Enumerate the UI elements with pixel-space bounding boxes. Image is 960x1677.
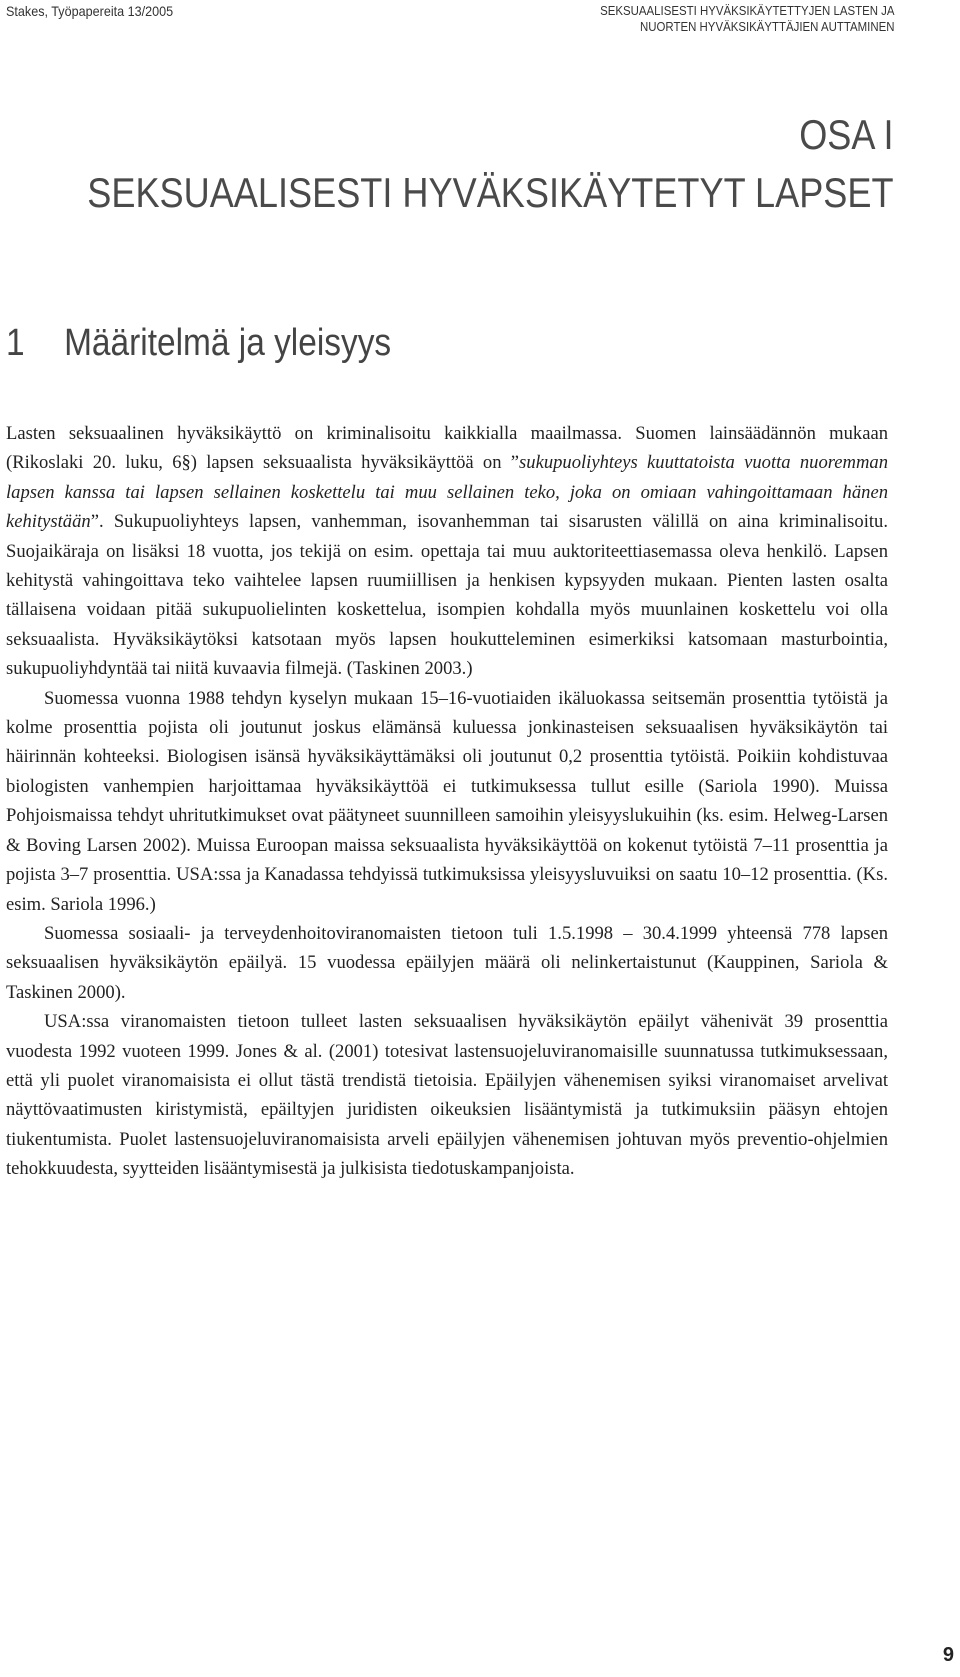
paragraph-text: ”. Sukupuoliyhteys lapsen, vanhemman, isovanhemman tai sisarusten välillä on aina kriminalisoitu. Suojaikäraja on lisäksi 18 vuotta, jos tekijä on esim. opettaja tai muu auktoriteettiasemassa oleva henkilö. Lapsen kehitystä vahingoittava teko vaihtelee lapsen ruumiillisen ja henkisen kypsyyden mukaan. Pienten lasten osalta tällaisena voidaan pitää sukupuolielinten koskettelua, isompien kohdalla myös muunlainen koskettelu voi olla seksuaalista. Hyväksikäytöksi katsotaan myös lapsen houkutteleminen esimerkiksi katsomaan masturbointia, sukupuoliyhdyntää tai niitä kuvaavia filmejä. (Taskinen 2003.) [6, 511, 888, 680]
chapter-heading [6, 322, 391, 365]
paragraph: Suomessa vuonna 1988 tehdyn kyselyn mukaan 15–16-vuotiaiden ikäluokassa seitsemän prosenttia tytöistä ja kolme prosenttia pojista oli joutunut joskus elämänsä kuluessa jonkinasteisen seksuaalisen hyväksikäytön tai häirinnän kohteeksi. Biologisen isänsä hyväksikäyttämäksi oli joutunut 0,2 prosenttia tytöistä. Poikiin kohdistuvaa biologisten vanhempien harjoittamaa hyväksikäyttöä ei tutkimuksessa tullut esille (Sariola 1990). Muissa Pohjoismaissa tehdyt uhritutkimukset ovat päätyneet suunnilleen samoihin yleisyyslukuihin (ks. esim. Helweg-Larsen & Boving Larsen 2002). Muissa Euroopan maissa seksuaalista hyväksikäyttöä on kokenut tytöistä 7–11 prosenttia ja pojista 3–7 prosenttia. USA:ssa ja Kanadassa tehdyissä tutkimuksissa yleisyysluvuiksi on saatu 10–12 prosenttia. (Ks. esim. Sariola 1996.) [6, 687, 888, 915]
page-number: 9 [942, 1644, 954, 1666]
chapter-title: Määritelmä ja yleisyys [64, 322, 392, 364]
running-header-right-line1: SEKSUAALISESTI HYVÄKSIKÄYTETTYJEN LASTEN JA [599, 3, 894, 18]
part-label: OSA I [799, 111, 894, 158]
body-text [6, 419, 888, 1184]
running-header-right-line2: NUORTEN HYVÄKSIKÄYTTÄJIEN AUTTAMINEN [639, 19, 894, 34]
paragraph: USA:ssa viranomaisten tietoon tulleet lasten seksuaalisen hyväksikäytön epäilyt vähenivät 39 prosenttia vuodesta 1992 vuoteen 1999. Jones & al. (2001) totesivat lastensuojeluviranomaisille suunnatussa tutkimuksessaan, että yli puolet viranomaisista ei ollut tästä trendistä tietoisia. Epäilyjen vähenemisen syiksi viranomaiset arvelivat näyttövaatimusten kiristymistä, epäiltyjen juridisten oikeuksien lisääntymistä ja tutkimuksiin pääsyn ehtojen tiukentumista. Puolet lastensuojeluviranomaisista arveli epäilyjen vähenemisen johtuvan myös preventio-ohjelmien tehokkuudesta, syytteiden lisääntymisestä ja julkisista tiedotuskampanjoista. [6, 1011, 888, 1180]
paragraph-text: Lasten seksuaalinen hyväksikäyttö on kriminalisoitu kaikkialla maailmassa. Suomen lainsäädännön mukaan (Rikoslaki 20. luku, 6§) lapsen seksuaalista hyväksikäyttöä on ” [6, 423, 888, 474]
legal-quote: sukupuoliyhteys kuuttatoista vuotta nuoremman lapsen kanssa tai lapsen sellainen koskettelu tai muu sellainen teko, joka on omiaan vahingoittamaan hänen kehitystään [6, 452, 888, 533]
part-heading [88, 106, 894, 222]
paragraph [6, 419, 888, 684]
part-title: SEKSUAALISESTI HYVÄKSIKÄYTETYT LAPSET [87, 169, 894, 216]
paragraph: Suomessa sosiaali- ja terveydenhoitoviranomaisten tietoon tuli 1.5.1998 – 30.4.1999 yhteensä 778 lapsen seksuaalisen hyväksikäytön epäilyä. 15 vuodessa epäilyjen määrä oli nelinkertaistunut (Kauppinen, Sariola & Taskinen 2000). [6, 922, 888, 1003]
running-header-right [600, 3, 894, 35]
running-header-left: Stakes, Työpapereita 13/2005 [6, 3, 174, 19]
chapter-number: 1 [6, 322, 25, 364]
